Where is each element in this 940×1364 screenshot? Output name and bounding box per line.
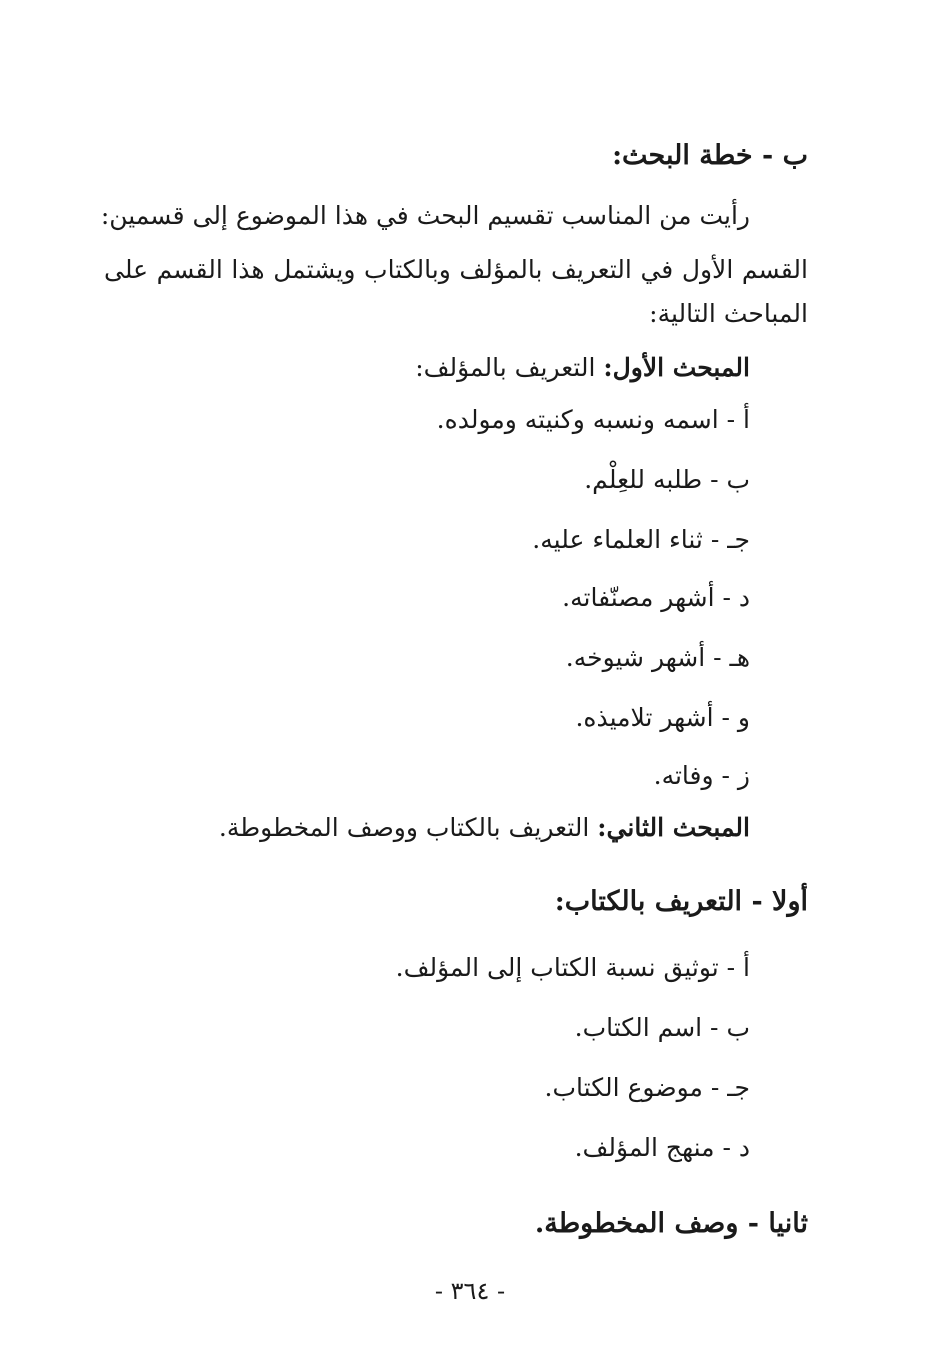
- part-one-paragraph-line-2: المباحث التالية:: [649, 299, 808, 328]
- list-item: د - أشهر مصنّفاته.: [562, 583, 750, 612]
- section-heading-research-plan: ب - خطة البحث:: [612, 140, 808, 171]
- topic-one-line: [415, 350, 750, 386]
- section-heading-about-book: أولا - التعريف بالكتاب:: [554, 886, 808, 917]
- list-item: أ - توثيق نسبة الكتاب إلى المؤلف.: [395, 953, 750, 982]
- topic-one-text: التعريف بالمؤلف:: [415, 353, 596, 382]
- topic-two-label: المبحث الثاني:: [597, 813, 750, 842]
- topic-one-label: المبحث الأول:: [603, 353, 750, 382]
- topic-two-text: التعريف بالكتاب ووصف المخطوطة.: [218, 813, 590, 842]
- list-item: ز - وفاته.: [653, 761, 750, 790]
- list-item: جـ - ثناء العلماء عليه.: [532, 525, 750, 554]
- topic-two-line: [219, 810, 750, 846]
- list-item: ب - اسم الكتاب.: [574, 1013, 750, 1042]
- list-item: و - أشهر تلاميذه.: [575, 703, 750, 732]
- page-number: - ٣٦٤ -: [434, 1277, 506, 1305]
- list-item: هـ - أشهر شيوخه.: [565, 643, 750, 672]
- list-item: أ - اسمه ونسبه وكنيته ومولده.: [436, 405, 750, 434]
- section-heading-manuscript: ثانيا - وصف المخطوطة.: [534, 1208, 808, 1239]
- list-item: جـ - موضوع الكتاب.: [544, 1073, 750, 1102]
- part-one-paragraph-line-1: القسم الأول في التعريف بالمؤلف وبالكتاب ويشتمل هذا القسم على: [104, 255, 808, 284]
- list-item: ب - طلبه للعِلْم.: [584, 465, 750, 494]
- intro-paragraph: رأيت من المناسب تقسيم البحث في هذا الموضوع إلى قسمين:: [100, 201, 750, 230]
- list-item: د - منهج المؤلف.: [574, 1133, 750, 1162]
